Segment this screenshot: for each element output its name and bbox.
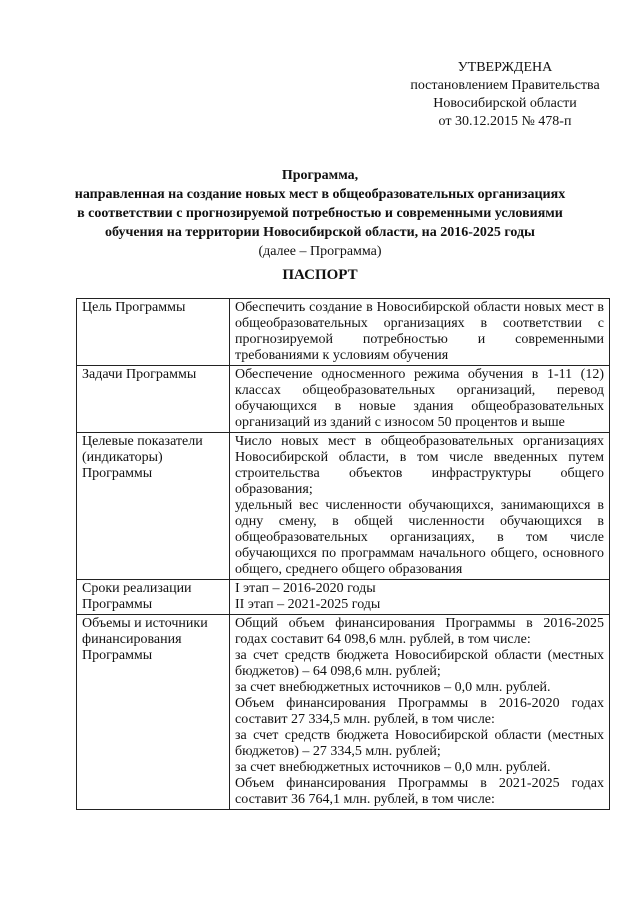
approval-line: Новосибирской области xyxy=(433,96,577,111)
value-paragraph: Число новых мест в общеобразовательных организациях Новосибирской области, в том числе введенных путем строительства объектов инфраструктуры общего образования; xyxy=(235,434,604,497)
title-line: направленная на создание новых мест в общеобразовательных организациях xyxy=(74,187,566,202)
approval-stamp xyxy=(380,59,630,131)
value-paragraph: за счет средств бюджета Новосибирской области (местных бюджетов) – 27 334,5 млн. рублей; xyxy=(235,728,604,759)
row-value xyxy=(230,366,610,433)
row-label: Сроки реализации Программы xyxy=(77,580,230,615)
row-value xyxy=(230,299,610,366)
row-label: Целевые показатели (индикаторы) Программы xyxy=(77,433,230,580)
value-paragraph: Объем финансирования Программы в 2016-2020 годах составит 27 334,5 млн. рублей, в том числе: xyxy=(235,696,604,727)
table-row xyxy=(77,366,610,433)
row-label: Цель Программы xyxy=(77,299,230,366)
row-value xyxy=(230,580,610,615)
row-label: Задачи Программы xyxy=(77,366,230,433)
value-paragraph: Обеспечить создание в Новосибирской области новых мест в общеобразовательных организациях в соответствии с прогнозируемой потребностью и современными требованиями к условиям обучения xyxy=(235,300,604,363)
title-line: обучения на территории Новосибирской области, на 2016-2025 годы xyxy=(104,225,535,240)
program-title xyxy=(70,166,570,261)
row-value xyxy=(230,615,610,810)
value-paragraph: Общий объем финансирования Программы в 2016-2025 годах составит 64 098,6 млн. рублей, в том числе: xyxy=(235,616,604,647)
title-line: в соответствии с прогнозируемой потребностью и современными условиями xyxy=(77,206,563,221)
passport-table xyxy=(76,298,610,810)
row-value xyxy=(230,433,610,580)
table-row xyxy=(77,580,610,615)
approval-line: постановлением Правительства xyxy=(410,78,600,93)
title-line: Программа, xyxy=(281,168,359,183)
value-paragraph: за счет внебюджетных источников – 0,0 млн. рублей. xyxy=(235,760,551,775)
table-row xyxy=(77,433,610,580)
approval-line: от 30.12.2015 № 478-п xyxy=(438,114,572,129)
table-row xyxy=(77,615,610,810)
title-note: (далее – Программа) xyxy=(258,244,382,259)
value-paragraph: за счет внебюджетных источников – 0,0 млн. рублей. xyxy=(235,680,551,695)
value-paragraph: Объем финансирования Программы в 2021-2025 годах составит 36 764,1 млн. рублей, в том числе: xyxy=(235,776,604,807)
passport-heading: ПАСПОРТ xyxy=(282,267,358,283)
value-paragraph: II этап – 2021-2025 годы xyxy=(235,597,381,612)
value-paragraph: Обеспечение односменного режима обучения в 1-11 (12) классах общеобразовательных организаций, перевод обучающихся в новые здания общеобразовательных организаций из зданий с износом 50 процентов и выше xyxy=(235,367,604,430)
table-row xyxy=(77,299,610,366)
value-paragraph: удельный вес численности обучающихся, занимающихся в одну смену, в общей численности обучающихся в общеобразовательных организациях, в том числе обучающихся по программам начального общего, основного общего, среднего общего образования xyxy=(235,498,604,577)
value-paragraph: за счет средств бюджета Новосибирской области (местных бюджетов) – 64 098,6 млн. рублей; xyxy=(235,648,604,679)
value-paragraph: I этап – 2016-2020 годы xyxy=(235,581,376,596)
approval-line: УТВЕРЖДЕНА xyxy=(457,60,553,75)
row-label: Объемы и источники финансирования Программы xyxy=(77,615,230,810)
